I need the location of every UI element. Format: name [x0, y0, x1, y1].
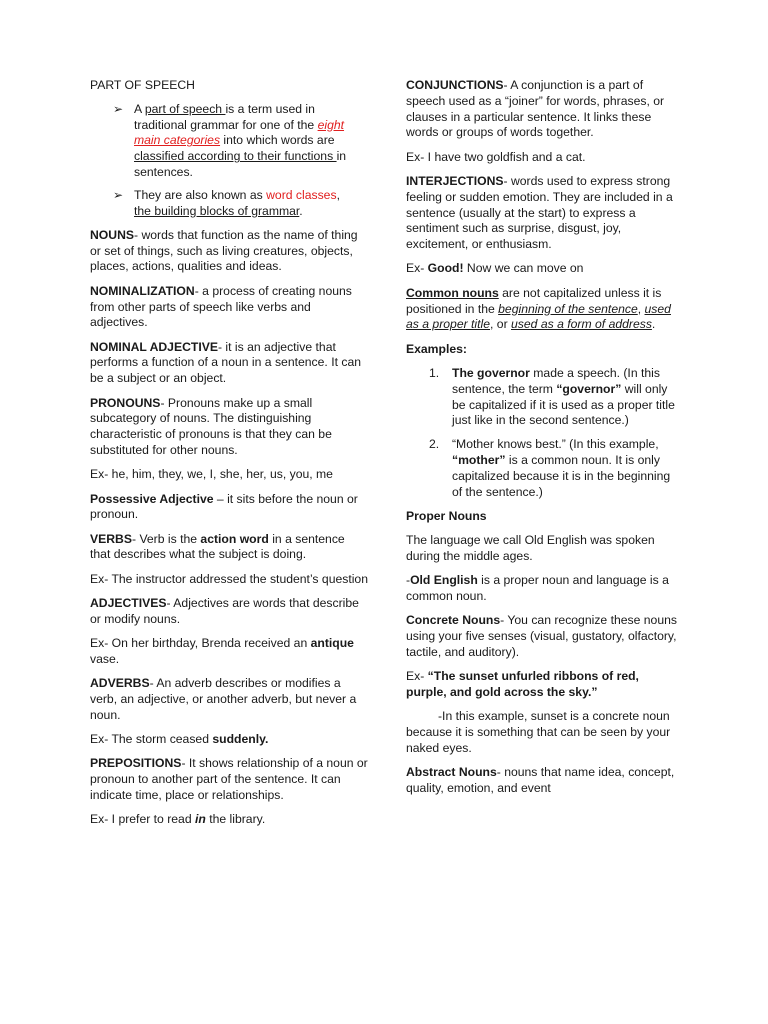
adjectives-example	[90, 636, 368, 668]
section-adjectives	[90, 596, 368, 628]
underline-classified: classified according to their functions	[134, 149, 337, 164]
text-run: ,	[637, 301, 645, 316]
text-run: made a speech. (In this sentence, the term	[452, 365, 660, 396]
emphasis-old-english: Old English	[410, 573, 478, 588]
section-common-nouns	[406, 286, 682, 333]
section-nominalization	[90, 284, 368, 331]
section-concrete-nouns	[406, 613, 682, 660]
emphasis-good: Good!	[427, 261, 464, 276]
text-run: into which words are	[220, 133, 335, 148]
text-run: Ex- On her birthday, Brenda received an	[90, 636, 311, 651]
text-run: .	[651, 317, 656, 332]
term-heading: PRONOUNS	[90, 395, 161, 410]
term-heading: NOMINALIZATION	[90, 283, 195, 298]
text-run: A	[134, 101, 145, 116]
text-run: is a term used in traditional grammar for one of the	[134, 101, 318, 132]
term-heading: VERBS	[90, 531, 132, 546]
emphasis-antique: antique	[310, 636, 354, 651]
rule-form-of-address: used as a form of address	[511, 317, 652, 332]
term-heading: Possessive Adjective	[90, 491, 214, 506]
section-abstract-nouns	[406, 765, 682, 797]
definition-text: - words used to express strong feeling or sudden emotion. They are included in a sentence (usually at the start) to express a sentiment such as surprise, disgust, joy, excitement, or enthusiasm.	[406, 173, 673, 252]
highlight-word-classes: word classes	[266, 187, 337, 202]
section-nouns	[90, 228, 368, 275]
emphasis-action-word: action word	[200, 531, 269, 546]
term-heading: CONJUNCTIONS	[406, 78, 504, 92]
emphasis-in: in	[195, 812, 206, 827]
text-run: Ex- The storm ceased	[90, 732, 213, 747]
pronouns-example: Ex- he, him, they, we, I, she, her, us, you, me	[90, 467, 333, 482]
text-run: , or	[490, 317, 512, 332]
section-interjections	[406, 174, 682, 253]
rule-beginning-of-sentence: beginning of the sentence	[498, 301, 638, 316]
bullet-item-word-classes	[113, 187, 368, 220]
text-run: in sentences.	[134, 149, 347, 179]
definition-text: - You can recognize these nouns using your five senses (visual, gustatory, olfactory, tactile, and auditory).	[406, 613, 677, 659]
definition-text: - a process of creating nouns from other parts of speech like verbs and adjectives.	[90, 283, 352, 330]
text-run: is a common noun. It is only capitalized because it is in the beginning of the sentence.)	[452, 452, 671, 499]
list-number: 1.	[429, 365, 440, 380]
page-title: PART OF SPEECH	[90, 78, 195, 92]
text-run: .	[299, 203, 303, 218]
text-run: vase.	[90, 651, 120, 666]
definition-text: - Adjectives are words that describe or modify nouns.	[90, 596, 359, 626]
prepositions-example	[90, 812, 368, 828]
text-run: Now we can move on	[463, 261, 584, 276]
arrowhead-bullet-icon: ➢	[113, 187, 124, 202]
concrete-example	[406, 669, 682, 701]
term-heading: ADJECTIVES	[90, 596, 167, 611]
adverbs-example	[90, 732, 368, 748]
term-heading: NOMINAL ADJECTIVE	[90, 339, 218, 354]
concrete-note: -In this example, sunset is a concrete noun because it is something that can be seen by your naked eyes.	[406, 709, 671, 755]
proper-nouns-text: The language we call Old English was spoken during the middle ages.	[406, 533, 655, 563]
section-prepositions	[90, 756, 368, 803]
term-heading: Abstract Nouns	[406, 765, 497, 780]
text-run: is a proper noun and language is a common noun.	[406, 573, 669, 604]
definition-text: - it is an adjective that performs a function of a noun in a sentence. It can be a subject or an object.	[90, 339, 361, 386]
example-item	[429, 437, 682, 500]
right-column	[406, 78, 682, 805]
text-run: “Mother knows best.” (In this example,	[452, 437, 659, 452]
examples-heading: Examples:	[406, 341, 467, 356]
underline-building-blocks: the building blocks of grammar	[134, 203, 300, 218]
section-possessive-adjective	[90, 492, 368, 524]
emphasis-mother: “mother”	[452, 452, 506, 467]
definition-text: in a sentence that describes what the subject is doing.	[90, 531, 345, 562]
term-heading: Concrete Nouns	[406, 613, 501, 628]
proper-nouns-note	[406, 573, 682, 605]
left-column	[90, 78, 368, 837]
highlight-eight-main-categories: eight main categories	[134, 117, 345, 148]
text-run: -	[406, 573, 411, 588]
emphasis-suddenly: suddenly.	[212, 732, 269, 747]
definition-text: - nouns that name idea, concept, quality, emotion, and event	[406, 765, 675, 795]
term-heading: PREPOSITIONS	[90, 756, 182, 771]
text-run: Ex-	[406, 261, 428, 276]
text-run: ,	[336, 187, 340, 202]
rule-proper-title: used as a proper title	[406, 301, 671, 332]
emphasis-governor: The governor	[452, 365, 530, 380]
term-heading: NOUNS	[90, 227, 135, 242]
verbs-example: Ex- The instructor addressed the student’s question	[90, 571, 368, 586]
section-verbs	[90, 532, 368, 564]
examples-label	[406, 342, 682, 358]
text-run: are not capitalized unless it is positioned in the	[406, 285, 662, 316]
definition-text: - A conjunction is a part of speech used as a “joiner” for words, phrases, or clauses in a particular sentence. It links these words or groups of words together.	[406, 78, 665, 140]
arrowhead-bullet-icon: ➢	[113, 101, 124, 116]
bullet-item-definition	[113, 101, 368, 181]
conjunctions-example: Ex- I have two goldfish and a cat.	[406, 149, 586, 164]
text-run: Ex- I prefer to read	[90, 812, 195, 827]
emphasis-governor-quoted: “governor”	[556, 381, 622, 396]
list-number: 2.	[429, 437, 440, 452]
definition-text: - words that function as the name of thing or set of things, such as living creatures, objects, places, actions, qualities and ideas.	[90, 227, 358, 274]
term-part-of-speech: part of speech	[144, 101, 226, 116]
emphasis-sunset-quote: “The sunset unfurled ribbons of red, purple, and gold across the sky.”	[406, 669, 639, 699]
example-item	[429, 365, 682, 429]
term-heading: INTERJECTIONS	[406, 173, 504, 188]
interjections-example	[406, 261, 682, 277]
section-nominal-adjective	[90, 340, 368, 387]
section-heading: Proper Nouns	[406, 508, 487, 523]
text-run: Ex-	[406, 669, 428, 684]
definition-text: - An adverb describes or modifies a verb, an adjective, or another adverb, but never a noun.	[90, 676, 357, 722]
examples-list	[406, 366, 682, 500]
text-run: the library.	[205, 812, 266, 827]
proper-nouns-label	[406, 509, 682, 525]
definition-text: – it sits before the noun or pronoun.	[90, 491, 358, 522]
definition-text: - Verb is the	[132, 531, 201, 546]
intro-bullet-list	[90, 102, 368, 220]
term-heading: ADVERBS	[90, 676, 150, 691]
definition-text: - Pronouns make up a small subcategory of nouns. The distinguishing characteristic of pronouns is that they can be substituted for other nouns.	[90, 395, 332, 457]
term-common-nouns: Common nouns	[406, 285, 499, 300]
text-run: They are also known as	[134, 187, 267, 202]
section-conjunctions	[406, 78, 682, 141]
text-run: will only be capitalized if it is used as a proper title just like in the second sentence.)	[452, 381, 675, 428]
section-pronouns	[90, 396, 368, 459]
section-adverbs	[90, 676, 368, 723]
definition-text: - It shows relationship of a noun or pronoun to another part of the sentence. It can indicate time, place or relationships.	[90, 756, 368, 802]
